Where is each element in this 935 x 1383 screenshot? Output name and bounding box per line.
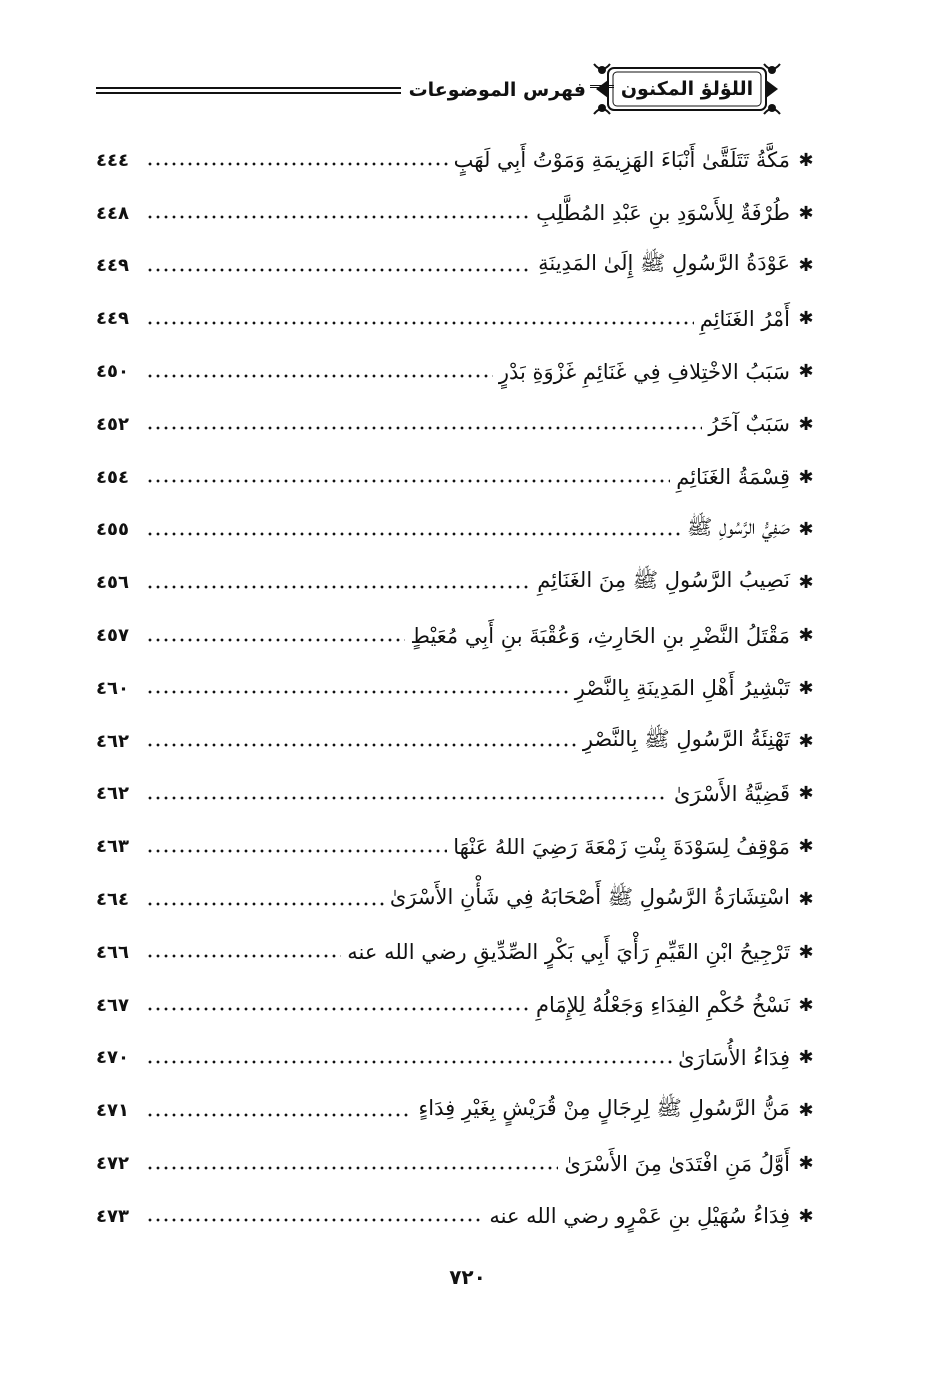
toc-entry-title: نَصِيبُ الرَّسُولِ ﷺ مِنَ الغَنَائِمِ [537, 568, 790, 593]
toc-entry-title: اسْتِشَارَةُ الرَّسُولِ ﷺ أَصْحَابَهُ فِي شَأْنِ الأَسْرَىٰ [389, 885, 790, 910]
leader-dots [146, 585, 531, 589]
toc-entry [96, 662, 818, 715]
leader-dots [146, 796, 668, 800]
leader-dots [146, 1166, 558, 1170]
toc-entry [96, 240, 818, 293]
toc-entry-page: ٤٤٤ [96, 149, 129, 171]
toc-entry [96, 292, 818, 345]
leader-dots [146, 215, 530, 219]
leader-dots [146, 532, 681, 536]
asterisk-icon: ✱ [798, 519, 814, 541]
toc-entry-page: ٤٦٣ [96, 836, 129, 858]
toc-entry-title: نَسْخُ حُكْمِ الفِدَاءِ وَجَعْلُهُ لِلإِمَامِ [535, 993, 790, 1018]
toc-entry [96, 134, 818, 187]
toc-entry [96, 345, 818, 398]
toc-entry [96, 926, 818, 979]
leader-dots [146, 954, 341, 958]
asterisk-icon: ✱ [798, 625, 814, 647]
toc-entry-title: صَفِيُّ الرَّسُولِ ﷺ [686, 515, 790, 540]
leader-dots [146, 902, 384, 906]
asterisk-icon: ✱ [798, 255, 814, 277]
asterisk-icon: ✱ [798, 677, 814, 699]
asterisk-icon: ✱ [798, 361, 814, 383]
leader-dots [146, 638, 405, 642]
header-rule-left [96, 87, 401, 94]
asterisk-icon: ✱ [798, 730, 814, 752]
toc-entry [96, 1190, 818, 1243]
leader-dots [146, 479, 670, 483]
asterisk-icon: ✱ [798, 413, 814, 435]
asterisk-icon: ✱ [798, 889, 814, 911]
asterisk-icon: ✱ [798, 1100, 814, 1122]
toc-entry [96, 820, 818, 873]
asterisk-icon: ✱ [798, 202, 814, 224]
page-header [96, 58, 840, 122]
leader-dots [146, 426, 702, 430]
toc-entry [96, 504, 818, 557]
leader-dots [146, 321, 694, 325]
toc-entry-title: مَكَّةُ تَتَلَقَّىٰ أَنْبَاءَ الهَزِيمَةِ وَمَوْتُ أَبِي لَهَبٍ [453, 148, 790, 173]
asterisk-icon: ✱ [798, 149, 814, 171]
toc-entry-page: ٤٧١ [96, 1100, 129, 1122]
toc-entry [96, 715, 818, 768]
asterisk-icon: ✱ [798, 1153, 814, 1175]
leader-dots [146, 1060, 672, 1064]
leader-dots [146, 268, 532, 272]
asterisk-icon: ✱ [798, 572, 814, 594]
toc-entry [96, 979, 818, 1032]
toc-entry-title: مَنُّ الرَّسُولِ ﷺ لِرِجَالٍ مِنْ قُرَيْشٍ بِغَيْرِ فِدَاءٍ [418, 1096, 790, 1121]
leader-dots [146, 743, 577, 747]
toc-entry-title: تَهْنِئَةُ الرَّسُولِ ﷺ بِالنَّصْرِ [582, 726, 790, 751]
section-title: فهرس الموضوعات [408, 79, 586, 101]
toc-entry [96, 187, 818, 240]
toc-entry-page: ٤٦٢ [96, 730, 129, 752]
toc-entry-page: ٤٧٢ [96, 1153, 129, 1175]
toc-entry-page: ٤٥٦ [96, 572, 129, 594]
toc-entry-title: تَرْجِيحُ ابْنِ القَيِّمِ رَأْيَ أَبِي بَكْرٍ الصِّدِّيقِ رضي الله عنه [347, 940, 790, 965]
leader-dots [146, 1007, 530, 1011]
toc-entry-page: ٤٥٧ [96, 625, 129, 647]
toc-entry-page: ٤٥٥ [96, 519, 129, 541]
toc-entry-page: ٤٦٢ [96, 783, 129, 805]
toc-entry-title: سَبَبُ الاخْتِلافِ فِي غَنَائِمِ غَزْوَةِ بَدْرٍ [498, 359, 790, 384]
toc-entry-title: فِدَاءُ سُهَيْلِ بنِ عَمْرٍو رضي الله عنه [489, 1204, 790, 1229]
asterisk-icon: ✱ [798, 1047, 814, 1069]
leader-dots [146, 374, 493, 378]
asterisk-icon: ✱ [798, 783, 814, 805]
toc-entry-page: ٤٧٠ [96, 1047, 129, 1069]
toc-entry [96, 768, 818, 821]
toc-entry-title: مَوْقِفُ لِسَوْدَةَ بِنْتِ زَمْعَةَ رَضِيَ اللهُ عَنْهَا [453, 834, 790, 859]
toc-entry-title: أَوَّلُ مَنِ افْتَدَىٰ مِنَ الأَسْرَىٰ [564, 1151, 790, 1176]
section-header [96, 72, 586, 108]
asterisk-icon: ✱ [798, 836, 814, 858]
toc-entry [96, 873, 818, 926]
leader-dots [146, 1218, 483, 1222]
asterisk-icon: ✱ [798, 941, 814, 963]
toc-entry-title: قِسْمَةُ الغَنَائِمِ [676, 465, 790, 490]
toc-entry-page: ٤٥٠ [96, 361, 129, 383]
toc-entry-title: فِدَاءُ الأُسَارَىٰ [678, 1045, 790, 1070]
toc-entry [96, 609, 818, 662]
toc-entry [96, 451, 818, 504]
toc-entry [96, 556, 818, 609]
toc-entry-title: مَقْتَلُ النَّضْرِ بنِ الحَارِثِ، وَعُقْبَةَ بنِ أَبِي مُعَيْطٍ [410, 623, 790, 648]
toc-entry-title: قَضِيَّةُ الأَسْرَىٰ [674, 781, 790, 806]
toc-entry-page: ٤٤٩ [96, 255, 129, 277]
toc-entry-title: أَمْرُ الغَنَائِمِ [699, 306, 790, 331]
toc-entry [96, 1084, 818, 1137]
page-number: ٧٢٠ [449, 1265, 486, 1289]
toc-entry [96, 1032, 818, 1085]
toc-entry-page: ٤٥٤ [96, 466, 129, 488]
book-title: اللؤلؤ المكنون [620, 78, 754, 100]
asterisk-icon: ✱ [798, 308, 814, 330]
toc-entry-title: عَوْدَةُ الرَّسُولِ ﷺ إِلَىٰ المَدِينَةِ [538, 251, 790, 276]
toc-entry-title: طُرْفَةٌ لِلأَسْوَدِ بنِ عَبْدِ المُطَّلِبِ [536, 201, 790, 226]
toc-entry-title: تَبْشِيرُ أَهْلِ المَدِينَةِ بِالنَّصْرِ [574, 676, 790, 701]
toc-entry-page: ٤٤٨ [96, 202, 129, 224]
toc-entry-page: ٤٦٠ [96, 677, 129, 699]
leader-dots [146, 690, 569, 694]
toc-entry [96, 1137, 818, 1190]
toc-entry [96, 398, 818, 451]
toc-entry-page: ٤٧٣ [96, 1205, 129, 1227]
leader-dots [146, 849, 447, 853]
book-title-cartouche [592, 58, 782, 120]
toc-entry-page: ٤٦٦ [96, 941, 129, 963]
asterisk-icon: ✱ [798, 1205, 814, 1227]
toc-entry-title: سَبَبٌ آخَرُ [708, 412, 790, 437]
leader-dots [146, 1113, 412, 1117]
toc-entry-page: ٤٦٤ [96, 889, 129, 911]
toc-entry-page: ٤٤٩ [96, 308, 129, 330]
asterisk-icon: ✱ [798, 994, 814, 1016]
toc-entry-page: ٤٥٢ [96, 413, 129, 435]
asterisk-icon: ✱ [798, 466, 814, 488]
toc-entry-page: ٤٦٧ [96, 994, 129, 1016]
table-of-contents [96, 134, 818, 1243]
leader-dots [146, 162, 448, 166]
